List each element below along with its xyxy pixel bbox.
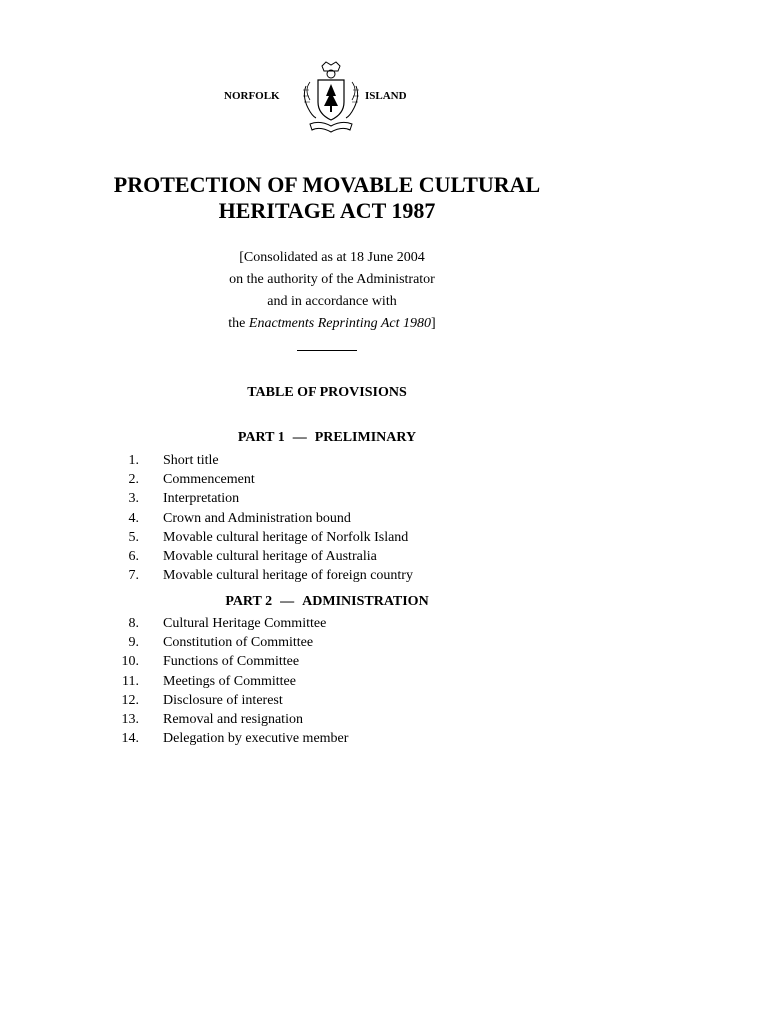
part-1-number: PART 1 <box>237 430 285 445</box>
consolidation-line-4-prefix: the <box>228 316 249 331</box>
provision-item[interactable] <box>100 691 600 710</box>
consolidation-line-2: on the authority of the Administrator <box>229 272 435 287</box>
provision-number: 3. <box>128 491 139 507</box>
reprinting-act-citation: Enactments Reprinting Act 1980 <box>248 316 432 331</box>
provision-number: 9. <box>128 635 139 651</box>
provision-title: Cultural Heritage Committee <box>163 616 327 631</box>
provision-number: 7. <box>128 568 139 584</box>
provision-item[interactable] <box>100 652 600 671</box>
part-2-dash: — <box>280 594 295 609</box>
provision-number: 5. <box>128 529 139 545</box>
provision-title: Movable cultural heritage of Australia <box>163 548 377 564</box>
provision-item[interactable] <box>100 672 600 691</box>
part-2-heading <box>160 594 494 610</box>
consolidation-line-1: [Consolidated as at 18 June 2004 <box>239 250 425 265</box>
provision-item[interactable] <box>100 470 600 489</box>
provision-item[interactable] <box>100 566 600 585</box>
provision-number: 4. <box>128 510 139 526</box>
masthead-right-word: ISLAND <box>365 90 407 102</box>
provision-title: Delegation by executive member <box>163 731 349 747</box>
provision-item[interactable] <box>100 633 600 652</box>
provision-number: 14. <box>121 731 139 747</box>
provision-title: Meetings of Committee <box>163 673 296 689</box>
part-1-title: PRELIMINARY <box>314 430 417 445</box>
provision-number: 12. <box>121 692 139 708</box>
coat-of-arms-icon <box>298 60 364 134</box>
provision-item[interactable] <box>100 710 600 729</box>
provision-number: 11. <box>122 673 139 689</box>
provision-number: 1. <box>128 453 139 468</box>
provision-title: Commencement <box>163 472 255 488</box>
provision-title: Functions of Committee <box>163 654 300 670</box>
consolidation-line-4 <box>160 313 504 335</box>
provision-item[interactable] <box>100 489 600 508</box>
provision-item[interactable] <box>100 509 600 528</box>
part-1-dash: — <box>292 430 307 445</box>
provision-item[interactable] <box>100 451 600 470</box>
provision-title: Constitution of Committee <box>163 635 314 651</box>
act-title <box>60 172 594 224</box>
consolidation-note <box>160 247 504 335</box>
provision-item[interactable] <box>100 614 600 633</box>
consolidation-line-3: and in accordance with <box>267 294 397 309</box>
masthead <box>0 60 770 136</box>
provision-title: Movable cultural heritage of foreign country <box>163 568 413 584</box>
provision-item[interactable] <box>100 528 600 547</box>
provision-title: Crown and Administration bound <box>163 510 351 526</box>
toc-heading: TABLE OF PROVISIONS <box>247 385 407 400</box>
part-2-number: PART 2 <box>225 594 273 609</box>
part-2-title: ADMINISTRATION <box>302 594 429 609</box>
divider-rule <box>297 350 357 351</box>
provision-item[interactable] <box>100 729 600 748</box>
provision-title: Interpretation <box>163 491 240 507</box>
provision-number: 2. <box>128 472 139 488</box>
provision-item[interactable] <box>100 547 600 566</box>
part-1-provisions <box>100 451 600 585</box>
consolidation-line-4-suffix: ] <box>431 316 436 331</box>
part-2-provisions <box>100 614 600 748</box>
provision-number: 10. <box>121 654 139 670</box>
masthead-left-word: NORFOLK <box>224 90 280 102</box>
provision-title: Removal and resignation <box>163 711 303 727</box>
provision-number: 8. <box>128 616 139 631</box>
act-title-line-1: PROTECTION OF MOVABLE CULTURAL <box>113 172 541 197</box>
act-title-line-2: HERITAGE ACT 1987 <box>218 198 436 223</box>
provision-title: Short title <box>163 453 219 468</box>
provision-number: 6. <box>128 548 139 564</box>
provision-title: Disclosure of interest <box>163 692 283 708</box>
provision-title: Movable cultural heritage of Norfolk Island <box>163 529 409 545</box>
provision-number: 13. <box>121 711 139 727</box>
part-1-heading <box>160 430 494 446</box>
